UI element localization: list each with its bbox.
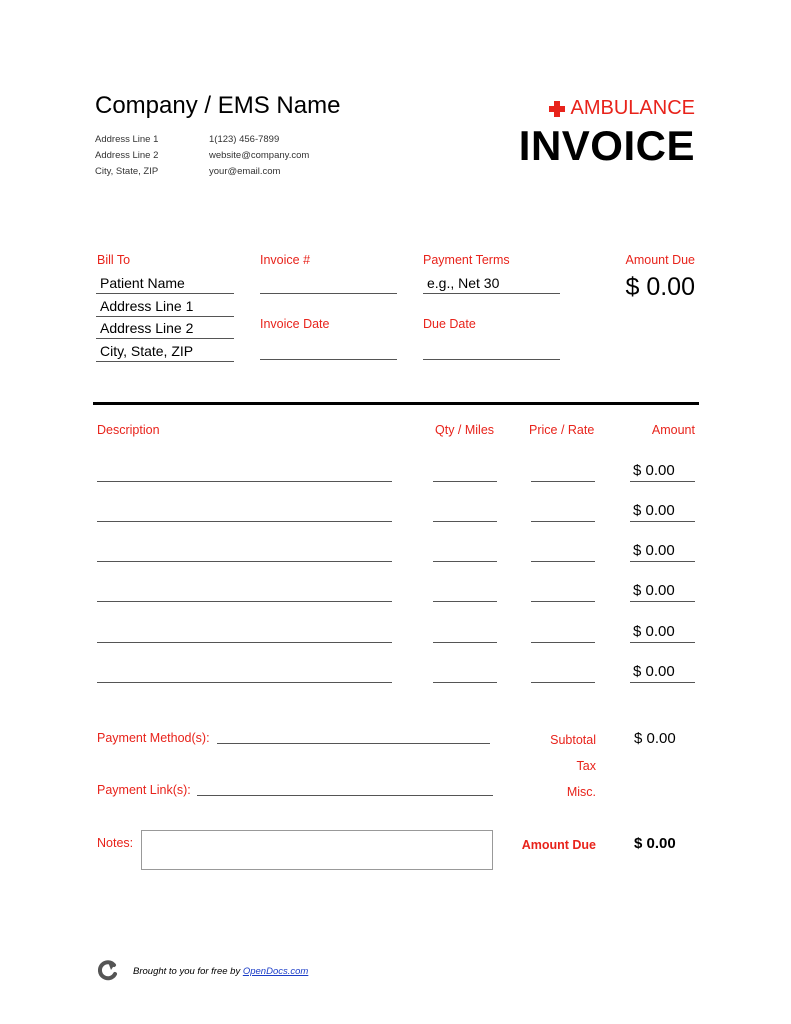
amount-field: $ 0.00 bbox=[630, 662, 695, 683]
invoice-title: INVOICE bbox=[518, 122, 695, 169]
price-header: Price / Rate bbox=[529, 423, 595, 437]
misc-label: Misc. bbox=[566, 785, 596, 799]
payment-link-label: Payment Link(s): bbox=[97, 783, 191, 797]
description-header: Description bbox=[97, 423, 160, 437]
ambulance-label: AMBULANCE bbox=[570, 97, 695, 119]
qty-field[interactable] bbox=[433, 521, 497, 522]
total-amount-due-value: $ 0.00 bbox=[634, 835, 676, 852]
amount-field: $ 0.00 bbox=[630, 501, 695, 522]
company-address bbox=[95, 132, 158, 180]
bill-to-name-field[interactable]: Patient Name bbox=[96, 274, 234, 294]
payment-method-field[interactable] bbox=[217, 743, 490, 744]
phone-number[interactable]: 1(123) 456-7899 bbox=[209, 134, 280, 145]
qty-field[interactable] bbox=[433, 642, 497, 643]
footer-text bbox=[133, 966, 308, 977]
email[interactable]: your@email.com bbox=[209, 166, 281, 177]
tax-label: Tax bbox=[576, 759, 596, 773]
invoice-number-field[interactable] bbox=[260, 274, 397, 294]
qty-field[interactable] bbox=[433, 481, 497, 482]
price-field[interactable] bbox=[531, 601, 595, 602]
invoice-date-label: Invoice Date bbox=[260, 317, 330, 331]
notes-label: Notes: bbox=[97, 836, 134, 850]
amount-field: $ 0.00 bbox=[630, 461, 695, 482]
price-field[interactable] bbox=[531, 682, 595, 683]
amount-due-label: Amount Due bbox=[625, 253, 695, 267]
bill-to-city-field[interactable]: City, State, ZIP bbox=[96, 342, 234, 362]
address-city-state-zip[interactable]: City, State, ZIP bbox=[95, 166, 159, 177]
amount-field: $ 0.00 bbox=[630, 541, 695, 562]
price-field[interactable] bbox=[531, 521, 595, 522]
address-line-2[interactable]: Address Line 2 bbox=[95, 150, 159, 161]
footer bbox=[97, 960, 308, 982]
qty-field[interactable] bbox=[433, 601, 497, 602]
due-date-label: Due Date bbox=[423, 317, 476, 331]
payment-terms-field[interactable]: e.g., Net 30 bbox=[423, 274, 560, 294]
payment-link-field[interactable] bbox=[197, 795, 493, 796]
price-field[interactable] bbox=[531, 481, 595, 482]
due-date-field[interactable] bbox=[423, 340, 560, 360]
ambulance-heading bbox=[549, 97, 695, 120]
description-field[interactable] bbox=[97, 682, 392, 683]
description-field[interactable] bbox=[97, 601, 392, 602]
amount-field: $ 0.00 bbox=[630, 622, 695, 643]
company-contact bbox=[209, 132, 309, 180]
price-field[interactable] bbox=[531, 561, 595, 562]
description-field[interactable] bbox=[97, 561, 392, 562]
subtotal-value: $ 0.00 bbox=[634, 730, 676, 747]
website[interactable]: website@company.com bbox=[209, 150, 310, 161]
amount-field: $ 0.00 bbox=[630, 581, 695, 602]
bill-to-address-2-field[interactable]: Address Line 2 bbox=[96, 319, 234, 339]
bill-to-address-1-field[interactable]: Address Line 1 bbox=[96, 297, 234, 317]
description-field[interactable] bbox=[97, 642, 392, 643]
amount-header: Amount bbox=[651, 423, 695, 437]
total-amount-due-label: Amount Due bbox=[521, 838, 596, 852]
subtotal-label: Subtotal bbox=[550, 733, 596, 747]
description-field[interactable] bbox=[97, 521, 392, 522]
price-field[interactable] bbox=[531, 642, 595, 643]
invoice-date-field[interactable] bbox=[260, 340, 397, 360]
amount-due-value: $ 0.00 bbox=[625, 273, 695, 301]
company-name[interactable]: Company / EMS Name bbox=[95, 92, 341, 119]
qty-field[interactable] bbox=[433, 682, 497, 683]
notes-field[interactable] bbox=[141, 830, 493, 870]
bill-to-label: Bill To bbox=[97, 253, 131, 267]
payment-terms-label: Payment Terms bbox=[423, 253, 510, 267]
description-field[interactable] bbox=[97, 481, 392, 482]
address-line-1[interactable]: Address Line 1 bbox=[95, 134, 159, 145]
opendocs-link[interactable]: OpenDocs.com bbox=[242, 965, 309, 977]
payment-method-label: Payment Method(s): bbox=[97, 731, 210, 745]
red-cross-icon bbox=[549, 101, 565, 117]
invoice-number-label: Invoice # bbox=[260, 253, 311, 267]
opendocs-logo-icon bbox=[97, 960, 119, 982]
qty-header: Qty / Miles bbox=[435, 423, 495, 437]
qty-field[interactable] bbox=[433, 561, 497, 562]
footer-brought-text: Brought to you for free by bbox=[133, 965, 241, 977]
section-divider bbox=[93, 402, 699, 405]
